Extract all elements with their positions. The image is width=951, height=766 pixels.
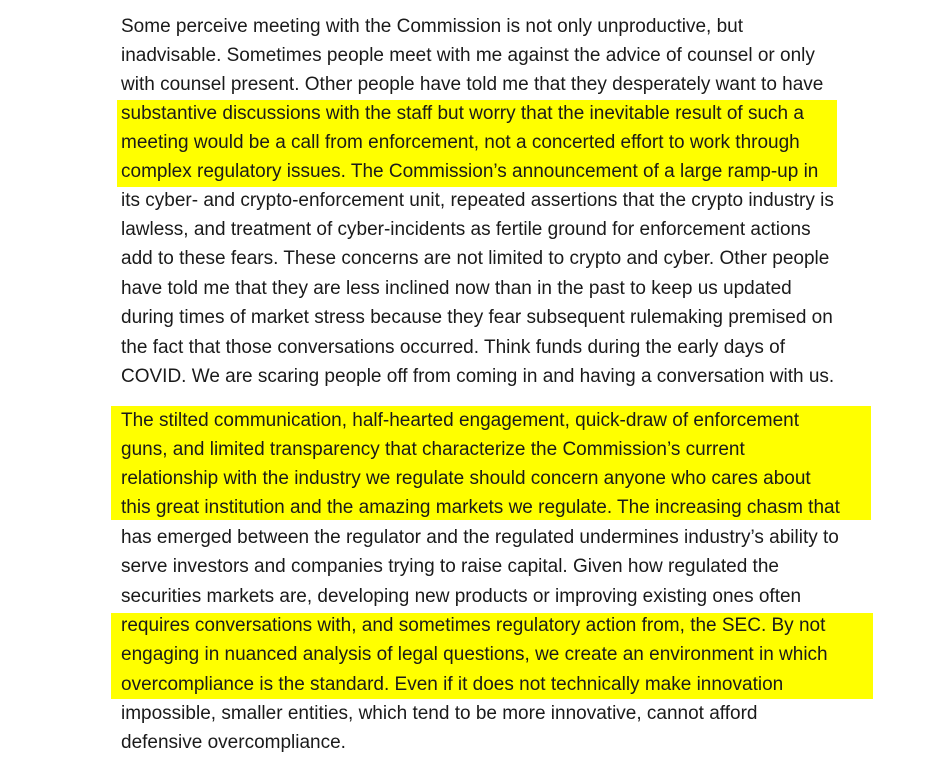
- text-line: requires conversations with, and sometimes regulatory action from, the SEC. By not: [121, 615, 826, 636]
- text-line: meeting would be a call from enforcement, not a concerted effort to work through: [121, 132, 800, 153]
- text-line: add to these fears. These concerns are not limited to crypto and cyber. Other people: [121, 248, 830, 269]
- text-line: The stilted communication, half-hearted engagement, quick-draw of enforcement: [121, 410, 800, 431]
- text-line: the fact that those conversations occurred. Think funds during the early days of: [121, 337, 785, 358]
- text-line: with counsel present. Other people have told me that they desperately want to have: [121, 74, 824, 95]
- text-line: lawless, and treatment of cyber-incidents as fertile ground for enforcement actions: [121, 219, 811, 240]
- text-line: during times of market stress because they fear subsequent rulemaking premised on: [121, 307, 833, 328]
- text-line: this great institution and the amazing markets we regulate. The increasing chasm that: [121, 497, 840, 518]
- text-line: overcompliance is the standard. Even if it does not technically make innovation: [121, 674, 784, 695]
- text-line: guns, and limited transparency that characterize the Commission’s current: [121, 439, 745, 460]
- text-line: COVID. We are scaring people off from coming in and having a conversation with us.: [121, 366, 835, 387]
- text-line: its cyber- and crypto-enforcement unit, repeated assertions that the crypto industry is: [121, 190, 834, 211]
- text-line: engaging in nuanced analysis of legal questions, we create an environment in which: [121, 644, 828, 665]
- text-line: substantive discussions with the staff but worry that the inevitable result of such a: [121, 103, 804, 124]
- text-line: serve investors and companies trying to raise capital. Given how regulated the: [121, 556, 779, 577]
- text-line: inadvisable. Sometimes people meet with me against the advice of counsel or only: [121, 45, 815, 66]
- text-line: impossible, smaller entities, which tend to be more innovative, cannot afford: [121, 703, 758, 724]
- text-line: securities markets are, developing new products or improving existing ones often: [121, 586, 802, 607]
- text-line: Some perceive meeting with the Commission is not only unproductive, but: [121, 16, 744, 37]
- text-line: has emerged between the regulator and the regulated undermines industry’s ability to: [121, 527, 839, 548]
- text-line: complex regulatory issues. The Commission’s announcement of a large ramp-up in: [121, 161, 819, 182]
- text-line: relationship with the industry we regulate should concern anyone who cares about: [121, 468, 811, 489]
- text-line: have told me that they are less inclined now than in the past to keep us updated: [121, 278, 792, 299]
- text-line: defensive overcompliance.: [121, 732, 346, 753]
